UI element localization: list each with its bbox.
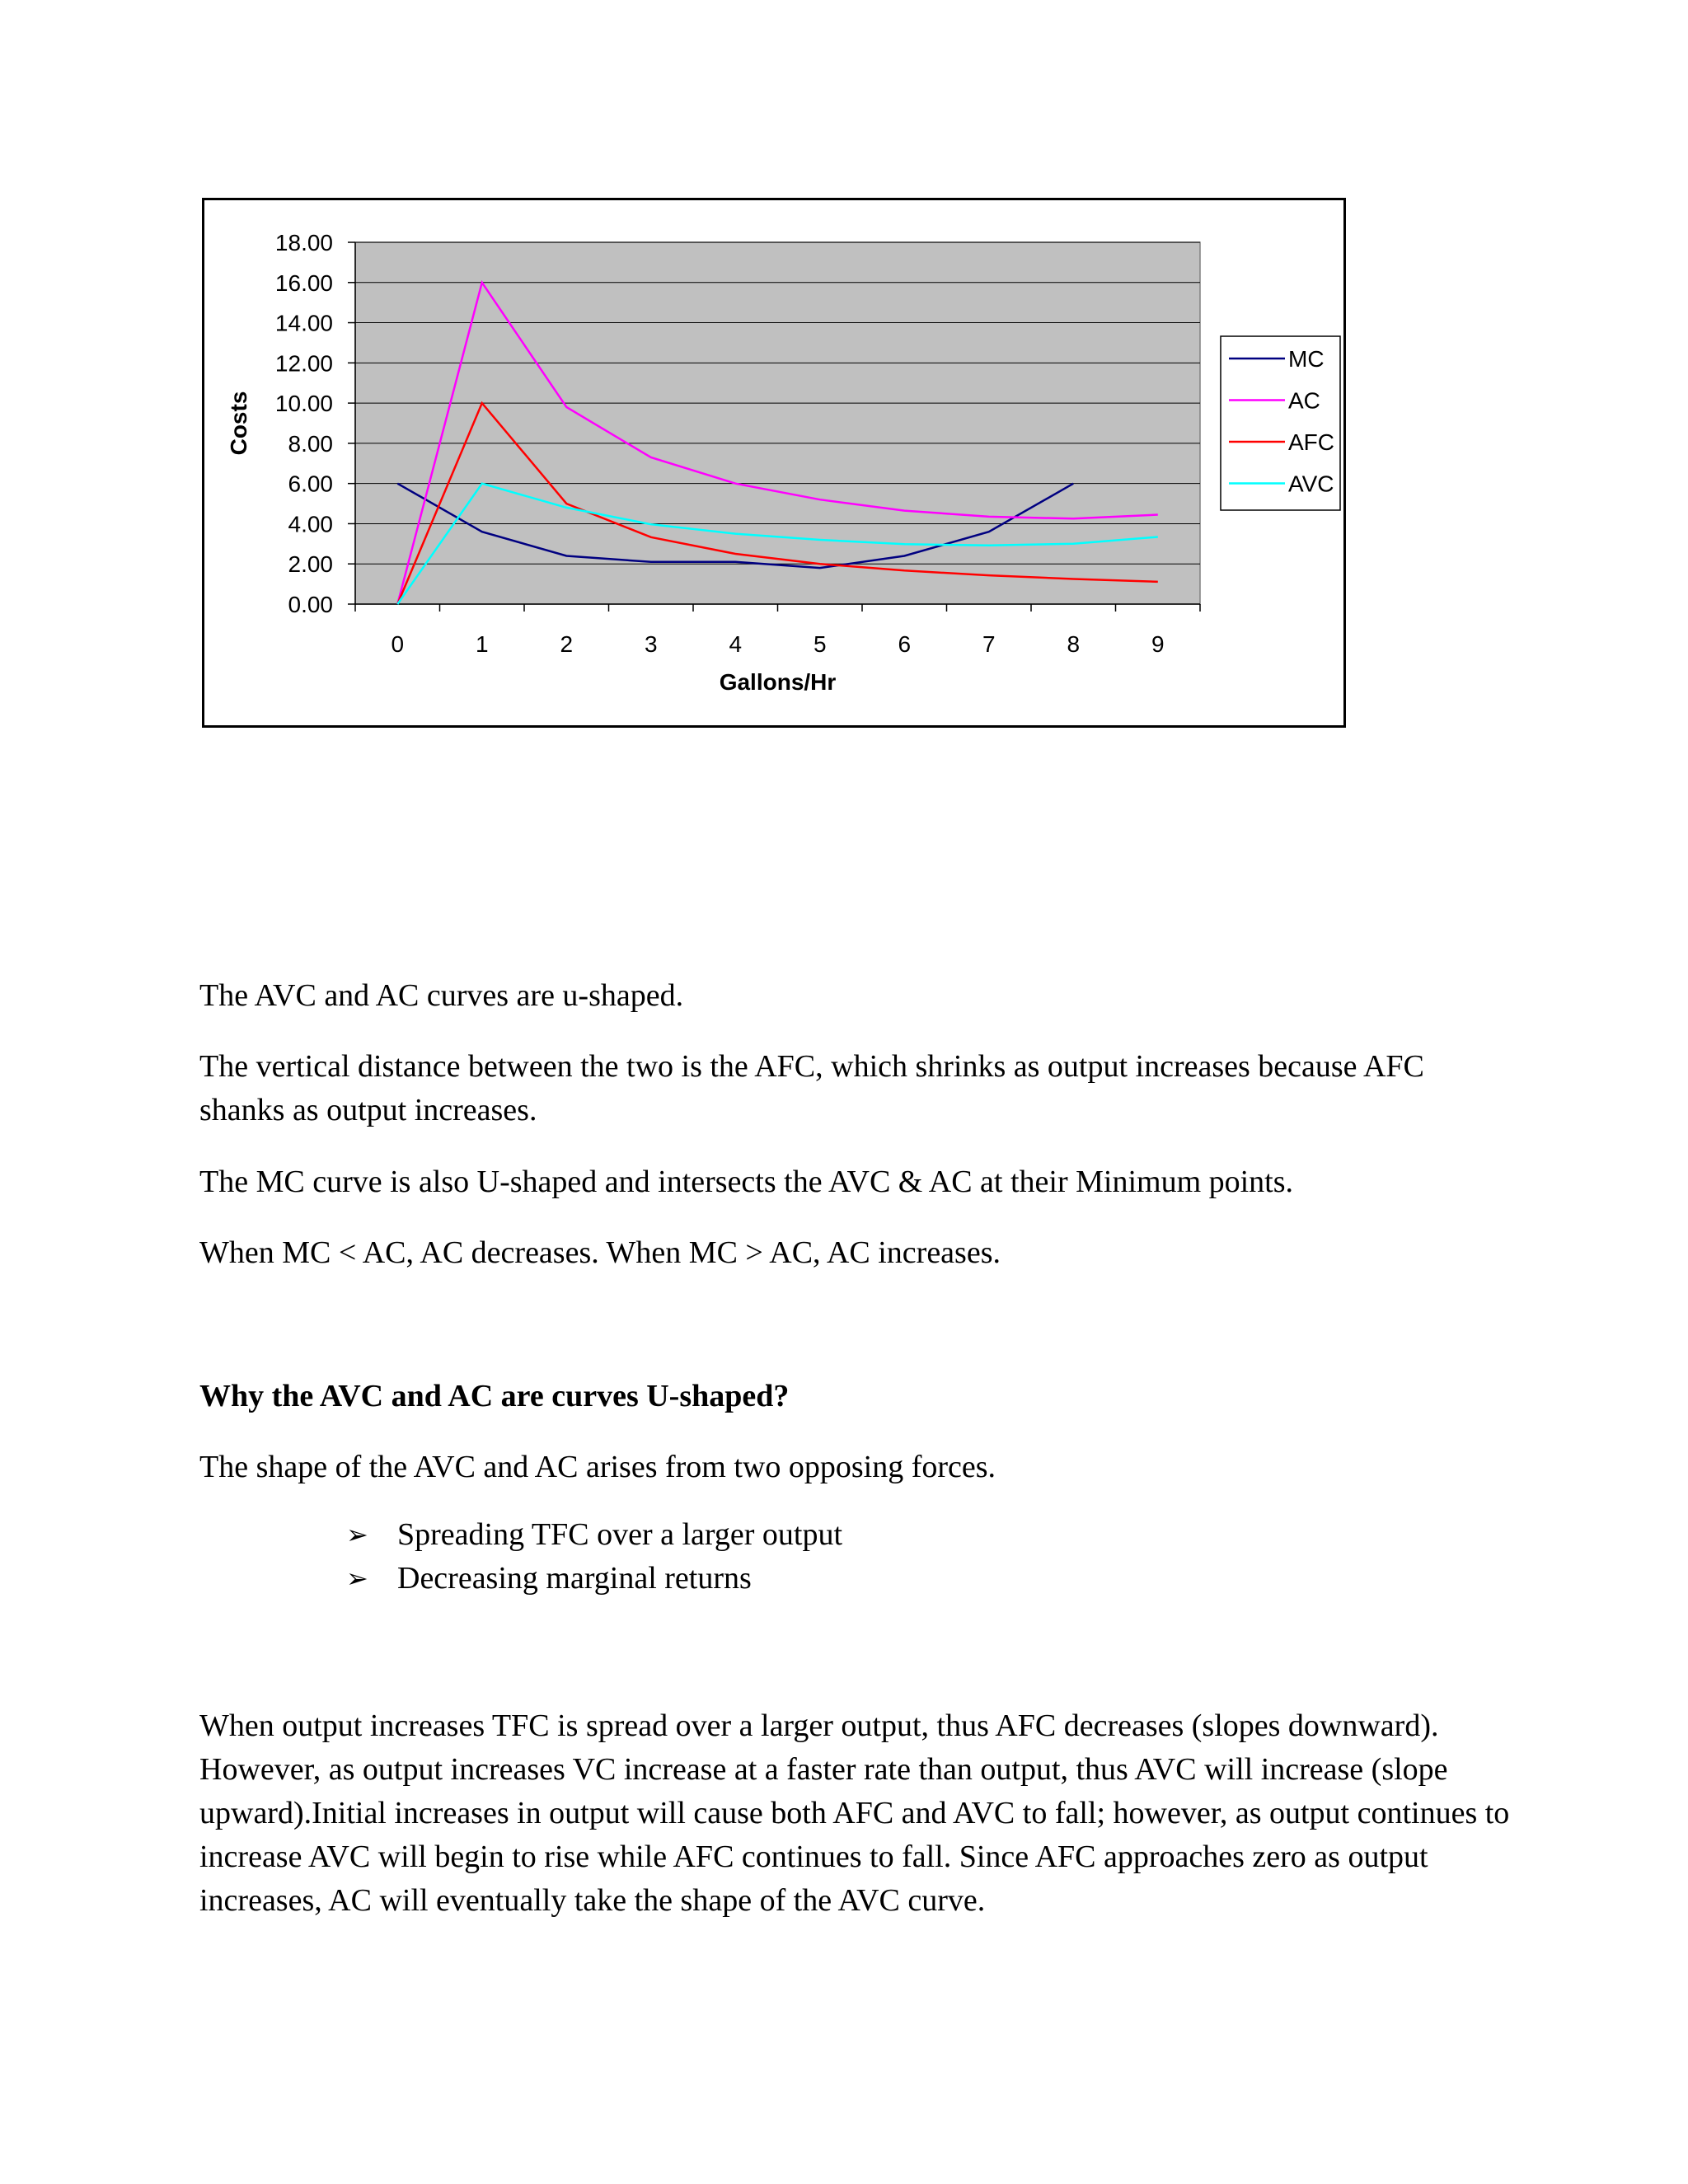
paragraph-explanation: When output increases TFC is spread over a larger output, thus AFC decreases (slopes downward). However, as output increases VC increase at a faster rate than output, thus AVC will increase (slope upward).Initial increases in output will cause both AFC and AVC to fall; however, as output continues to increase AVC will begin to rise while AFC continues to fall. Since AFC approaches zero as output increases, AC will eventually take the shape of the AVC curve.	[199, 1708, 1510, 1918]
legend-label-ac: AC	[1288, 387, 1320, 414]
y-axis-title: Costs	[226, 391, 251, 456]
x-tick-label: 9	[1151, 631, 1165, 657]
x-tick-label: 6	[898, 631, 912, 657]
paragraph-u-shaped: The AVC and AC curves are u-shaped.	[199, 978, 684, 1013]
chart-canvas	[204, 200, 1343, 725]
x-tick-label: 8	[1067, 631, 1081, 657]
legend-label-mc: MC	[1288, 346, 1325, 372]
x-tick-label: 1	[475, 631, 489, 657]
legend-label-avc: AVC	[1288, 471, 1334, 497]
x-tick-label: 0	[391, 631, 405, 657]
x-tick-label: 2	[560, 631, 574, 657]
x-axis-title: Gallons/Hr	[719, 669, 837, 695]
section-heading: Why the AVC and AC are curves U-shaped?	[199, 1379, 790, 1413]
arrow-bullet-icon: ➢	[346, 1563, 368, 1593]
list-item-label: Spreading TFC over a larger output	[397, 1517, 842, 1552]
y-tick-label: 10.00	[274, 391, 333, 417]
x-tick-label: 5	[813, 631, 827, 657]
y-tick-label: 18.00	[274, 230, 333, 255]
paragraph-vertical-distance: The vertical distance between the two is the AFC, which shrinks as output increases because AFC shanks as output increases.	[199, 1049, 1424, 1127]
list-item-label: Decreasing marginal returns	[397, 1561, 752, 1596]
y-tick-label: 14.00	[274, 310, 333, 336]
y-tick-label: 2.00	[288, 551, 333, 578]
paragraph-opposing-forces: The shape of the AVC and AC arises from two opposing forces.	[199, 1450, 996, 1484]
x-tick-label: 4	[729, 631, 743, 657]
legend-label-afc: AFC	[1288, 429, 1334, 455]
cost-curves-chart	[202, 198, 1346, 728]
forces-list	[346, 1513, 842, 1601]
plot-area	[355, 242, 1200, 604]
y-tick-label: 4.00	[288, 511, 333, 537]
list-item	[346, 1557, 842, 1601]
paragraph-mc-ac-relation: When MC < AC, AC decreases. When MC > AC, AC increases.	[199, 1235, 1001, 1270]
x-tick-label: 3	[644, 631, 658, 657]
paragraph-mc-curve: The MC curve is also U-shaped and intersects the AVC & AC at their Minimum points.	[199, 1165, 1294, 1199]
y-tick-label: 12.00	[274, 350, 333, 377]
y-tick-label: 0.00	[288, 592, 333, 617]
y-tick-label: 6.00	[288, 471, 333, 497]
list-item	[346, 1513, 842, 1557]
arrow-bullet-icon: ➢	[346, 1520, 368, 1549]
x-tick-label: 7	[982, 631, 996, 657]
y-tick-label: 8.00	[288, 430, 333, 457]
y-tick-label: 16.00	[274, 269, 333, 296]
